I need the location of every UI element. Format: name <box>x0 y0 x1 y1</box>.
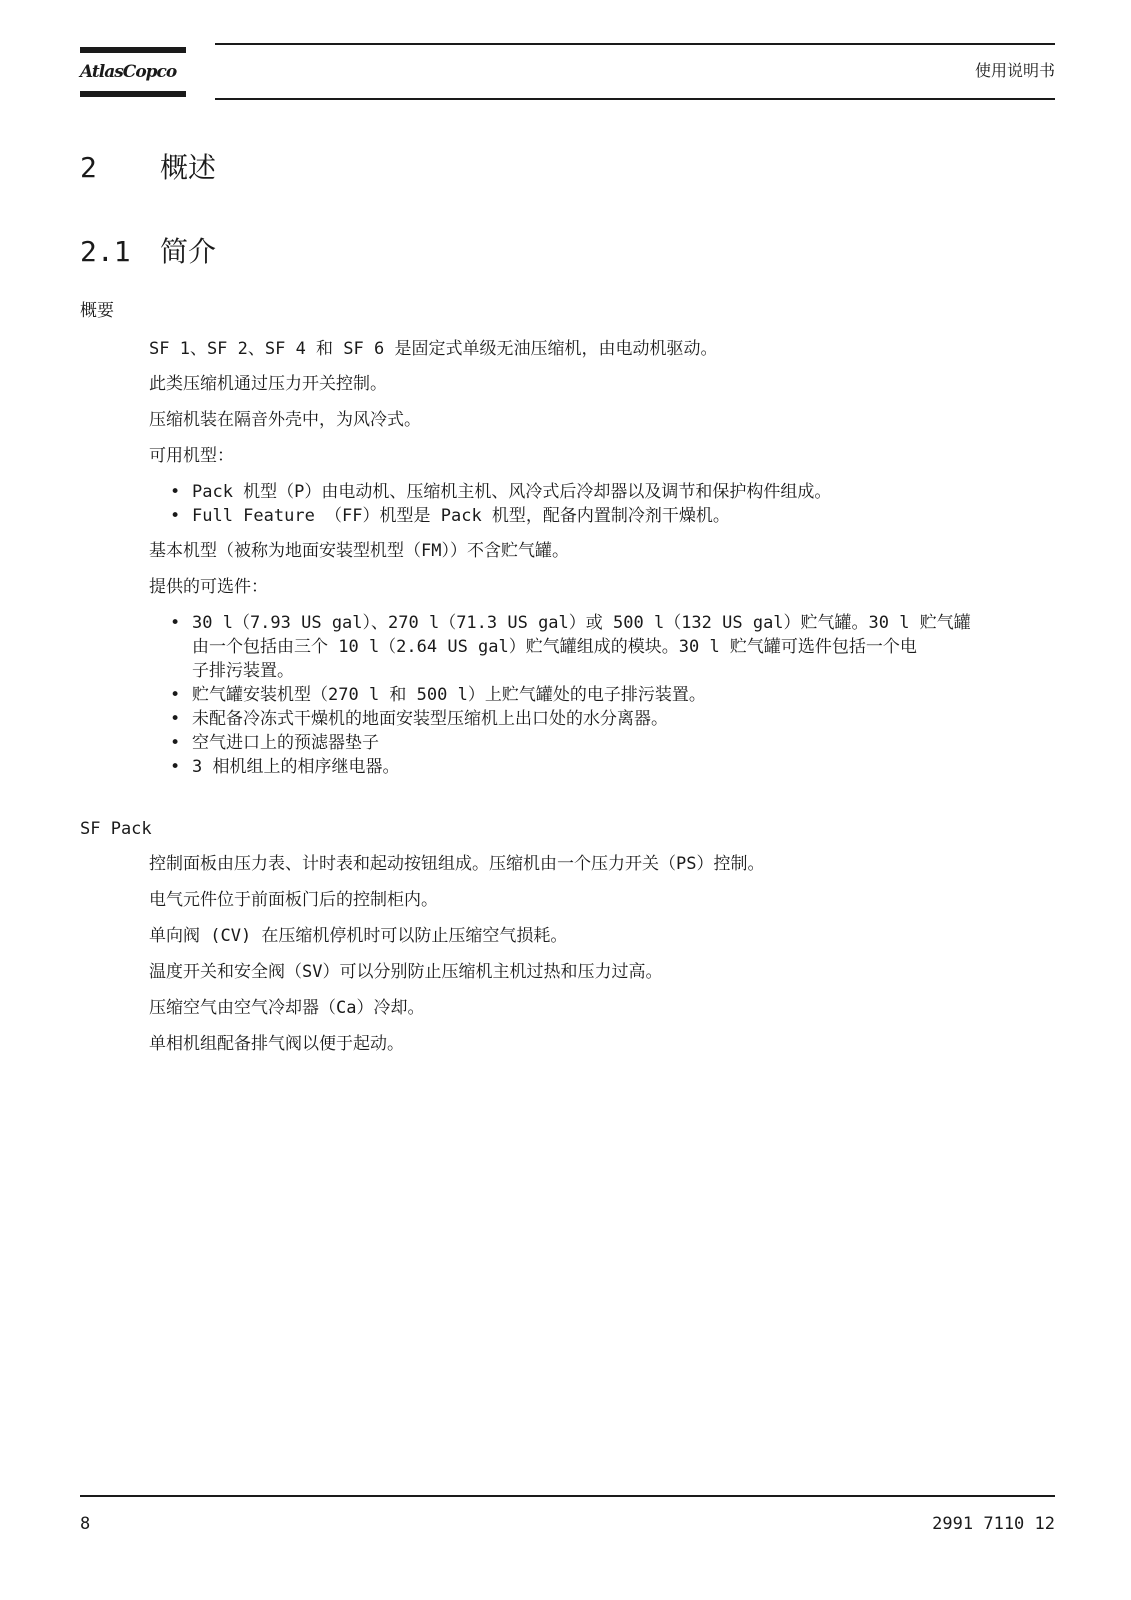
page-number: 8 <box>80 1514 91 1534</box>
options-intro: 提供的可选件： <box>149 577 268 597</box>
sf-pack-paragraph: 压缩空气由空气冷却器（Ca）冷却。 <box>149 998 425 1018</box>
logo-wordmark: AtlasCopco <box>80 62 177 82</box>
sf-pack-paragraph: 控制面板由压力表、计时表和起动按钮组成。压缩机由一个压力开关（PS）控制。 <box>149 854 765 874</box>
base-model-note: 基本机型（被称为地面安装型机型（FM））不含贮气罐。 <box>149 541 569 561</box>
subsection-number: 2.1 <box>80 235 131 268</box>
overview-paragraph: 压缩机装在隔音外壳中，为风冷式。 <box>149 410 421 430</box>
list-item <box>170 611 1050 683</box>
list-item <box>170 731 1050 755</box>
list-item <box>170 755 1050 779</box>
bullet-icon: • <box>170 482 181 502</box>
models-list <box>170 480 1050 528</box>
option-item-line: 由一个包括由三个 10 l（2.64 US gal）贮气罐组成的模块。30 l 贮气罐可选件包括一个电 <box>192 637 917 657</box>
header-rule-top <box>215 43 1055 45</box>
option-item-text: 3 相机组上的相序继电器。 <box>192 757 400 777</box>
overview-paragraph: SF 1、SF 2、SF 4 和 SF 6 是固定式单级无油压缩机，由电动机驱动。 <box>149 339 718 359</box>
sf-pack-paragraph: 单向阀 (CV) 在压缩机停机时可以防止压缩空气损耗。 <box>149 926 568 946</box>
option-item-text: 未配备冷冻式干燥机的地面安装型压缩机上出口处的水分离器。 <box>192 709 668 729</box>
option-item-line: 30 l（7.93 US gal）、270 l（71.3 US gal）或 500 l（132 US gal）贮气罐。30 l 贮气罐 <box>192 613 971 633</box>
list-item <box>170 707 1050 731</box>
overview-paragraph: 可用机型： <box>149 446 234 466</box>
header-rule-bottom <box>215 98 1055 100</box>
sf-pack-paragraph: 温度开关和安全阀（SV）可以分别防止压缩机主机过热和压力过高。 <box>149 962 663 982</box>
option-item-line: 子排污装置。 <box>192 661 294 681</box>
manual-title: 使用说明书 <box>974 61 1055 80</box>
option-item-text: 空气进口上的预滤器垫子 <box>192 733 379 753</box>
section-number: 2 <box>80 151 97 184</box>
sf-pack-paragraph: 电气元件位于前面板门后的控制柜内。 <box>149 890 438 910</box>
atlas-copco-logo <box>80 47 186 99</box>
logo-top-bar <box>80 47 186 53</box>
options-list <box>170 611 1050 779</box>
footer-rule <box>80 1495 1055 1497</box>
option-item-text: 贮气罐安装机型（270 l 和 500 l）上贮气罐处的电子排污装置。 <box>192 685 706 705</box>
document-number: 2991 7110 12 <box>932 1514 1055 1534</box>
section-title: 概述 <box>160 151 217 184</box>
overview-heading: 概要 <box>80 301 114 321</box>
logo-bottom-bar <box>80 91 186 97</box>
bullet-icon: • <box>170 757 181 777</box>
sf-pack-heading: SF Pack <box>80 819 152 839</box>
bullet-icon: • <box>170 613 181 633</box>
list-item <box>170 504 1050 528</box>
model-item-text: Full Feature （FF）机型是 Pack 机型，配备内置制冷剂干燥机。 <box>192 506 730 526</box>
overview-paragraph: 此类压缩机通过压力开关控制。 <box>149 374 387 394</box>
subsection-title: 简介 <box>160 235 217 268</box>
bullet-icon: • <box>170 709 181 729</box>
model-item-text: Pack 机型（P）由电动机、压缩机主机、风冷式后冷却器以及调节和保护构件组成。 <box>192 482 832 502</box>
bullet-icon: • <box>170 733 181 753</box>
list-item <box>170 683 1050 707</box>
bullet-icon: • <box>170 685 181 705</box>
bullet-icon: • <box>170 506 181 526</box>
list-item <box>170 480 1050 504</box>
sf-pack-paragraph: 单相机组配备排气阀以便于起动。 <box>149 1034 404 1054</box>
